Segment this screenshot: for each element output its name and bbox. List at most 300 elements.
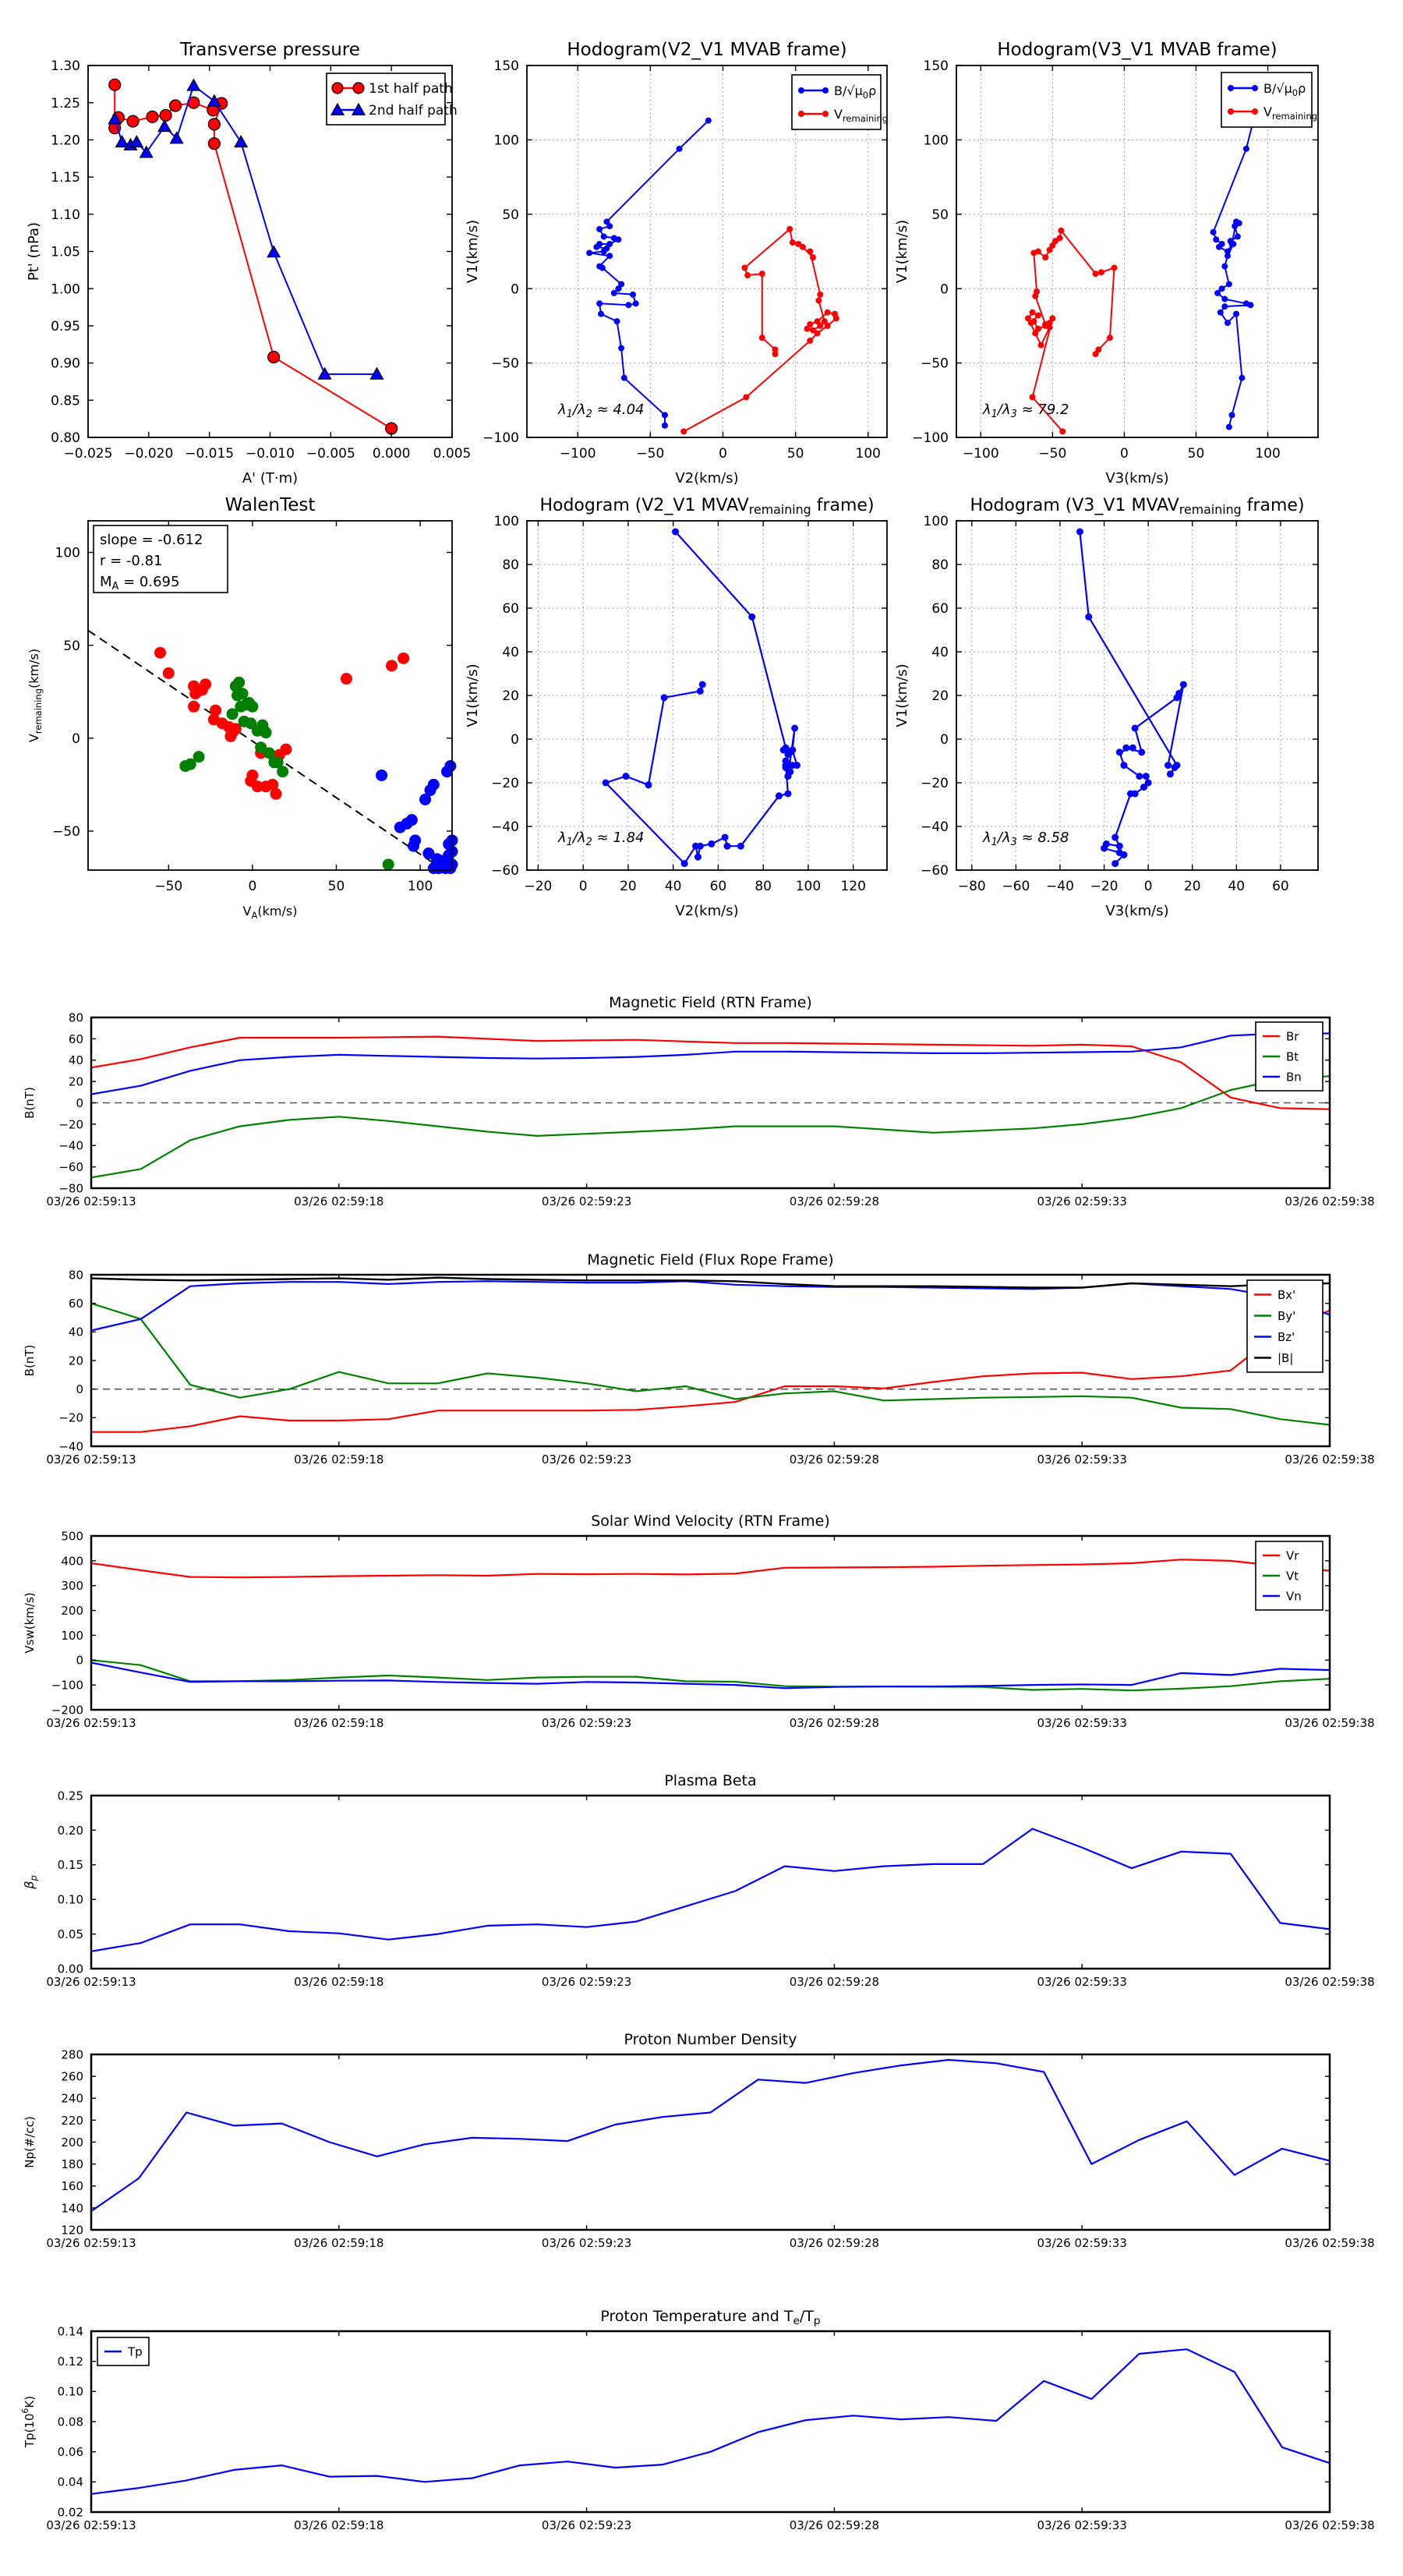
x-tick-label: 03/26 02:59:38 xyxy=(1285,1716,1375,1730)
y-tick-label: 0.80 xyxy=(51,430,80,447)
marker-dot xyxy=(1213,236,1219,242)
y-tick-label: −50 xyxy=(491,356,519,372)
marker-dot xyxy=(1042,254,1048,260)
legend-label: $V_{remaining}$ xyxy=(834,106,889,124)
x-tick-label: 03/26 02:59:28 xyxy=(789,2236,880,2250)
marker-dot xyxy=(772,351,779,357)
y-axis-label: $\beta_p$ xyxy=(22,1875,39,1889)
x-tick-label: 50 xyxy=(327,879,345,894)
y-tick-label: 60 xyxy=(931,601,949,617)
y-tick-label: 1.30 xyxy=(51,58,80,75)
series-Vn xyxy=(91,1663,1330,1689)
marker-dot xyxy=(810,254,816,260)
marker-dot xyxy=(441,766,453,777)
plot-hodogram-v3v1-mvav xyxy=(894,496,1318,919)
x-tick-label: 03/26 02:59:18 xyxy=(294,1453,384,1467)
marker-dot xyxy=(705,118,712,124)
legend-label: Bn xyxy=(1286,1070,1302,1085)
y-tick-label: −200 xyxy=(51,1703,83,1718)
marker-dot xyxy=(621,375,627,381)
y-tick-label: 40 xyxy=(68,1325,83,1339)
marker-dot xyxy=(599,264,606,271)
y-tick-label: −40 xyxy=(58,1138,83,1153)
marker-dot xyxy=(741,264,747,271)
marker-dot xyxy=(260,727,272,738)
y-axis-label: Np(#/cc) xyxy=(23,2116,37,2168)
marker-dot xyxy=(1059,428,1066,434)
y-tick-label: 120 xyxy=(61,2223,83,2238)
marker-dot xyxy=(793,762,800,769)
plot-title: Solar Wind Velocity (RTN Frame) xyxy=(591,1513,830,1530)
x-tick-label: 03/26 02:59:38 xyxy=(1285,1453,1375,1467)
legend-mag-fluxrope xyxy=(1247,1280,1323,1372)
x-tick-label: 03/26 02:59:13 xyxy=(46,1716,136,1730)
x-tick-label: −0.020 xyxy=(124,446,174,462)
x-tick-label: 40 xyxy=(1228,879,1246,894)
marker-dot xyxy=(1042,321,1048,327)
y-tick-label: 0 xyxy=(76,1095,83,1110)
marker-dot xyxy=(744,272,751,278)
plot-solar-wind-velocity xyxy=(23,1513,1375,1730)
marker-dot xyxy=(708,840,715,847)
legend-label: $V_{remaining}$ xyxy=(1263,104,1318,122)
marker-dot xyxy=(598,311,604,317)
marker-dot xyxy=(1038,342,1044,349)
marker-dot xyxy=(408,840,419,852)
x-tick-label: 03/26 02:59:13 xyxy=(46,2518,136,2532)
annotation-line: slope = -0.612 xyxy=(100,532,203,548)
x-tick-label: 03/26 02:59:28 xyxy=(789,1975,880,1989)
marker-dot xyxy=(1140,784,1147,791)
y-tick-label: 100 xyxy=(923,133,949,149)
marker-dot xyxy=(759,271,765,277)
x-tick-label: 03/26 02:59:18 xyxy=(294,1975,384,1989)
x-tick-label: 03/26 02:59:13 xyxy=(46,1453,136,1467)
y-tick-label: −100 xyxy=(912,430,949,447)
y-tick-label: 1.15 xyxy=(51,170,80,186)
x-tick-label: −50 xyxy=(636,446,665,462)
series-b-alfven xyxy=(1080,532,1183,864)
marker-dot xyxy=(1164,762,1172,769)
marker-dot xyxy=(694,854,702,861)
series-Np xyxy=(91,2060,1330,2211)
marker-dot xyxy=(603,780,610,787)
series-Vt xyxy=(91,1660,1330,1690)
y-tick-label: −50 xyxy=(52,824,80,840)
marker-dot xyxy=(428,862,440,874)
x-axis-label: V3(km/s) xyxy=(1105,903,1169,919)
marker-circle xyxy=(170,100,182,111)
y-tick-label: 80 xyxy=(931,557,949,574)
marker-dot xyxy=(1030,310,1036,316)
series-markers-v-remaining xyxy=(680,226,839,434)
axes-box xyxy=(91,1796,1330,1969)
plot-title: Magnetic Field (RTN Frame) xyxy=(609,994,812,1011)
plot-title: Proton Number Density xyxy=(624,2031,797,2048)
marker-dot xyxy=(1058,228,1064,234)
legend-label: 2nd half path xyxy=(369,103,458,119)
marker-dot xyxy=(1116,748,1123,755)
y-axis-label: B(nT) xyxy=(23,1087,37,1119)
marker-dot xyxy=(1093,351,1099,357)
y-tick-label: 0.10 xyxy=(57,1892,83,1907)
x-tick-label: 03/26 02:59:28 xyxy=(789,1716,880,1730)
y-axis-label: V1(km/s) xyxy=(465,663,481,727)
x-tick-label: −0.010 xyxy=(246,446,295,462)
marker-dot xyxy=(822,87,829,94)
legend-label: Tp xyxy=(128,2344,143,2359)
y-tick-label: 0.90 xyxy=(51,356,80,372)
marker-dot xyxy=(1136,773,1143,780)
y-axis-label: V1(km/s) xyxy=(894,219,910,284)
plot-title: Plasma Beta xyxy=(664,1772,757,1789)
plot-mag-fluxrope xyxy=(23,1251,1375,1467)
annotation: $\lambda_1/\lambda_2 \approx 1.84$ xyxy=(558,830,645,848)
y-tick-label: −40 xyxy=(58,1439,83,1454)
series-Bt xyxy=(91,1076,1330,1177)
marker-dot xyxy=(789,747,796,754)
marker-dot xyxy=(196,684,208,695)
y-tick-label: 0 xyxy=(511,732,519,748)
y-tick-label: 0 xyxy=(72,731,80,747)
legend-label: Vn xyxy=(1286,1589,1302,1604)
marker-dot xyxy=(443,838,454,850)
x-tick-label: 03/26 02:59:23 xyxy=(541,1975,632,1989)
marker-dot xyxy=(1093,271,1099,277)
y-tick-label: 100 xyxy=(493,514,519,530)
marker-dot xyxy=(1252,85,1258,91)
marker-dot xyxy=(277,766,288,777)
marker-circle xyxy=(353,83,364,94)
y-tick-label: −40 xyxy=(921,819,949,836)
y-tick-label: 0.25 xyxy=(57,1789,83,1803)
y-tick-label: 1.00 xyxy=(51,281,80,298)
plot-title: Hodogram (V3_V1 MVAVremaining frame) xyxy=(970,496,1305,517)
y-tick-label: −50 xyxy=(921,356,949,372)
legend-label: Bt xyxy=(1286,1049,1299,1064)
marker-dot xyxy=(1229,412,1235,418)
legend-mag-rtn xyxy=(1256,1022,1323,1091)
legend-label: Vt xyxy=(1286,1569,1299,1583)
x-tick-label: −100 xyxy=(962,446,999,462)
y-tick-label: 140 xyxy=(61,2201,83,2216)
y-tick-label: 40 xyxy=(502,645,519,661)
marker-dot xyxy=(341,673,352,685)
y-tick-label: 80 xyxy=(68,1268,83,1283)
x-tick-label: 03/26 02:59:13 xyxy=(46,2236,136,2250)
y-tick-label: −60 xyxy=(58,1160,83,1175)
x-axis-label: V2(km/s) xyxy=(675,470,739,487)
legend-hodogram-v3v1-mvab xyxy=(1221,73,1317,127)
marker-circle xyxy=(208,119,220,130)
y-tick-label: −60 xyxy=(491,863,519,879)
marker-dot xyxy=(662,412,668,418)
plot-mag-rtn xyxy=(23,994,1375,1208)
x-tick-label: 100 xyxy=(1255,446,1281,462)
x-tick-label: 20 xyxy=(620,879,637,894)
y-tick-label: 0.04 xyxy=(57,2475,83,2489)
y-tick-label: 400 xyxy=(61,1554,83,1569)
y-tick-label: 40 xyxy=(931,645,949,661)
y-tick-label: 60 xyxy=(68,1031,83,1046)
marker-dot xyxy=(586,249,592,256)
series-beta-p xyxy=(91,1829,1330,1951)
y-tick-label: 1.25 xyxy=(51,95,80,111)
y-tick-label: 50 xyxy=(931,207,949,223)
marker-dot xyxy=(1057,235,1063,241)
marker-dot xyxy=(795,241,801,247)
marker-dot xyxy=(1035,249,1041,255)
marker-dot xyxy=(1252,108,1258,115)
annotation-line: r = -0.81 xyxy=(100,553,163,569)
y-tick-label: 0.00 xyxy=(57,1962,83,1976)
y-tick-label: 1.05 xyxy=(51,244,80,260)
axes-box xyxy=(91,2054,1330,2230)
legend-label: $B/√\mu_0\rho$ xyxy=(834,83,877,101)
x-tick-label: −20 xyxy=(524,879,553,894)
annotation: $\lambda_1/\lambda_3 \approx 79.2$ xyxy=(983,402,1069,420)
marker-triangle xyxy=(235,136,247,147)
x-tick-label: 50 xyxy=(1187,446,1205,462)
marker-dot xyxy=(1143,773,1150,780)
marker-dot xyxy=(798,87,804,94)
marker-dot xyxy=(386,660,398,671)
marker-dot xyxy=(1243,146,1249,152)
marker-dot xyxy=(723,843,730,850)
x-tick-label: 03/26 02:59:23 xyxy=(541,1453,632,1467)
marker-dot xyxy=(784,791,791,798)
y-tick-label: 40 xyxy=(68,1053,83,1068)
y-tick-label: 0.20 xyxy=(57,1823,83,1838)
y-tick-label: 1.20 xyxy=(51,133,80,149)
y-tick-label: 20 xyxy=(502,688,519,705)
marker-circle xyxy=(332,83,343,94)
plot-title: Proton Temperature and $T_e/T_p$ xyxy=(600,2308,821,2327)
marker-dot xyxy=(817,292,823,298)
marker-dot xyxy=(722,834,729,841)
series-markers-b-alfven xyxy=(586,118,712,429)
marker-triangle xyxy=(158,120,171,131)
marker-dot xyxy=(1127,791,1134,798)
marker-dot xyxy=(1180,681,1187,688)
marker-dot xyxy=(1225,320,1231,326)
y-tick-label: −20 xyxy=(58,1410,83,1425)
x-tick-label: 03/26 02:59:18 xyxy=(294,2518,384,2532)
marker-dot xyxy=(832,311,838,317)
x-tick-label: −50 xyxy=(1038,446,1067,462)
x-tick-label: 03/26 02:59:33 xyxy=(1037,1716,1127,1730)
marker-dot xyxy=(596,226,603,232)
marker-dot xyxy=(697,688,704,695)
y-tick-label: 50 xyxy=(502,207,519,223)
plot-title: Hodogram(V2_V1 MVAB frame) xyxy=(567,40,847,60)
x-tick-label: −0.005 xyxy=(306,446,355,462)
y-tick-label: 260 xyxy=(61,2069,83,2084)
marker-dot xyxy=(743,394,749,400)
marker-dot xyxy=(1030,394,1036,400)
x-tick-label: 03/26 02:59:38 xyxy=(1285,2518,1375,2532)
y-tick-label: 0 xyxy=(940,281,949,298)
marker-dot xyxy=(1239,375,1245,381)
y-tick-label: 300 xyxy=(61,1579,83,1594)
marker-dot xyxy=(1085,614,1092,621)
marker-dot xyxy=(1225,253,1231,259)
y-tick-label: 0.12 xyxy=(57,2355,83,2369)
marker-dot xyxy=(807,338,813,344)
marker-dot xyxy=(1122,745,1129,752)
marker-dot xyxy=(611,290,617,296)
x-tick-label: 0 xyxy=(578,879,588,894)
x-tick-label: 80 xyxy=(755,879,772,894)
y-tick-label: 0.08 xyxy=(57,2415,83,2429)
marker-dot xyxy=(681,860,688,867)
y-axis-label: Pt' (nPa) xyxy=(26,221,42,281)
y-tick-label: 20 xyxy=(68,1074,83,1089)
x-tick-label: 03/26 02:59:33 xyxy=(1037,1975,1127,1989)
marker-dot xyxy=(1235,233,1241,239)
marker-dot xyxy=(606,223,613,229)
x-tick-label: 40 xyxy=(664,879,682,894)
marker-dot xyxy=(615,236,621,242)
series-first-half-path xyxy=(115,85,391,429)
plot-title: WalenTest xyxy=(224,495,316,515)
x-tick-label: 03/26 02:59:33 xyxy=(1037,1194,1127,1208)
x-tick-label: 100 xyxy=(407,879,433,894)
x-tick-label: −100 xyxy=(559,446,596,462)
marker-dot xyxy=(1233,311,1239,317)
x-tick-label: 50 xyxy=(786,446,804,462)
series-Bx-prime xyxy=(91,1308,1330,1432)
marker-dot xyxy=(1132,725,1139,732)
legend-label: Bz' xyxy=(1278,1329,1295,1344)
plot-walen-test xyxy=(27,495,458,921)
x-tick-label: 0 xyxy=(248,879,257,894)
y-tick-label: 0.15 xyxy=(57,1858,83,1873)
marker-dot xyxy=(1107,334,1113,341)
y-tick-label: 150 xyxy=(923,58,949,75)
legend-label: $B/√\mu_0\rho$ xyxy=(1263,80,1306,98)
x-tick-label: 0 xyxy=(1120,446,1129,462)
y-tick-label: −20 xyxy=(491,776,519,792)
x-axis-label: A' (T·m) xyxy=(242,470,299,487)
legend-proton-temperature xyxy=(97,2337,149,2365)
marker-dot xyxy=(633,300,639,306)
x-tick-label: 03/26 02:59:18 xyxy=(294,1194,384,1208)
y-tick-label: 100 xyxy=(923,514,949,530)
marker-dot xyxy=(783,762,790,769)
x-axis-label: V2(km/s) xyxy=(675,903,739,919)
y-axis-label: $V_{remaining}(km/s)$ xyxy=(27,648,44,743)
marker-circle xyxy=(160,109,171,121)
x-tick-label: 0.005 xyxy=(433,446,472,462)
x-tick-label: 0 xyxy=(1143,879,1153,894)
x-tick-label: 03/26 02:59:18 xyxy=(294,1716,384,1730)
x-tick-label: 03/26 02:59:38 xyxy=(1285,2236,1375,2250)
plot-title: Transverse pressure xyxy=(180,40,360,60)
y-tick-label: 20 xyxy=(931,688,949,705)
plot-transverse-pressure xyxy=(26,40,471,487)
marker-dot xyxy=(677,146,683,152)
y-tick-label: 240 xyxy=(61,2091,83,2106)
marker-dot xyxy=(280,744,292,755)
series-b-alfven xyxy=(606,532,797,864)
x-tick-label: 03/26 02:59:18 xyxy=(294,2236,384,2250)
marker-dot xyxy=(188,701,200,713)
y-tick-label: 200 xyxy=(61,2135,83,2150)
y-tick-label: −60 xyxy=(921,863,949,879)
marker-dot xyxy=(699,681,706,688)
marker-dot xyxy=(246,701,258,713)
marker-dot xyxy=(376,770,387,781)
marker-dot xyxy=(1228,108,1234,115)
marker-circle xyxy=(268,351,280,363)
marker-dot xyxy=(1098,269,1104,275)
marker-dot xyxy=(406,814,418,826)
x-tick-label: 03/26 02:59:33 xyxy=(1037,2518,1127,2532)
x-axis-label: $V_A(km/s)$ xyxy=(242,904,298,921)
marker-dot xyxy=(1116,843,1123,850)
y-tick-label: 60 xyxy=(68,1297,83,1311)
annotation: $\lambda_1/\lambda_3 \approx 8.58$ xyxy=(983,830,1069,848)
y-tick-label: 50 xyxy=(63,638,80,654)
y-tick-label: 0.14 xyxy=(57,2324,83,2339)
series-Vr xyxy=(91,1559,1330,1577)
marker-dot xyxy=(822,318,828,324)
marker-dot xyxy=(1167,770,1174,777)
x-tick-label: −60 xyxy=(1002,879,1030,894)
x-tick-label: 03/26 02:59:33 xyxy=(1037,1453,1127,1467)
series-markers-b-alfven xyxy=(1076,529,1187,868)
marker-dot xyxy=(154,647,166,659)
legend-label: Vr xyxy=(1286,1548,1299,1563)
marker-triangle xyxy=(187,80,200,90)
x-tick-label: 03/26 02:59:13 xyxy=(46,1194,136,1208)
marker-circle xyxy=(208,138,220,150)
marker-dot xyxy=(383,858,394,870)
x-tick-label: 20 xyxy=(1183,879,1201,894)
series-Tp xyxy=(91,2349,1330,2494)
marker-dot xyxy=(748,614,755,621)
x-tick-label: −0.025 xyxy=(63,446,113,462)
axes-box xyxy=(91,1275,1330,1446)
marker-dot xyxy=(601,249,607,255)
axes-box xyxy=(91,2331,1330,2512)
x-tick-label: 03/26 02:59:38 xyxy=(1285,1194,1375,1208)
legend-label: By' xyxy=(1278,1308,1296,1323)
y-tick-label: 0 xyxy=(511,281,519,298)
marker-dot xyxy=(680,428,687,434)
marker-dot xyxy=(737,843,744,850)
marker-dot xyxy=(776,792,783,799)
x-tick-label: 100 xyxy=(795,879,822,894)
y-tick-label: 0 xyxy=(940,732,949,748)
y-tick-label: −40 xyxy=(491,819,519,836)
marker-dot xyxy=(606,253,613,259)
x-tick-label: −50 xyxy=(154,879,183,894)
x-tick-label: 03/26 02:59:38 xyxy=(1285,1975,1375,1989)
series-By-prime xyxy=(91,1304,1330,1425)
y-tick-label: 160 xyxy=(61,2179,83,2194)
y-tick-label: 20 xyxy=(68,1353,83,1368)
series-markers-b-alfven xyxy=(603,529,800,868)
marker-dot xyxy=(786,226,793,232)
plot-title: Hodogram (V2_V1 MVAVremaining frame) xyxy=(539,496,875,517)
series-markers-scatter-green xyxy=(179,677,394,871)
y-tick-label: 60 xyxy=(502,601,519,617)
x-tick-label: 03/26 02:59:28 xyxy=(789,1194,880,1208)
y-tick-label: −100 xyxy=(51,1678,83,1693)
x-tick-label: 100 xyxy=(855,446,882,462)
